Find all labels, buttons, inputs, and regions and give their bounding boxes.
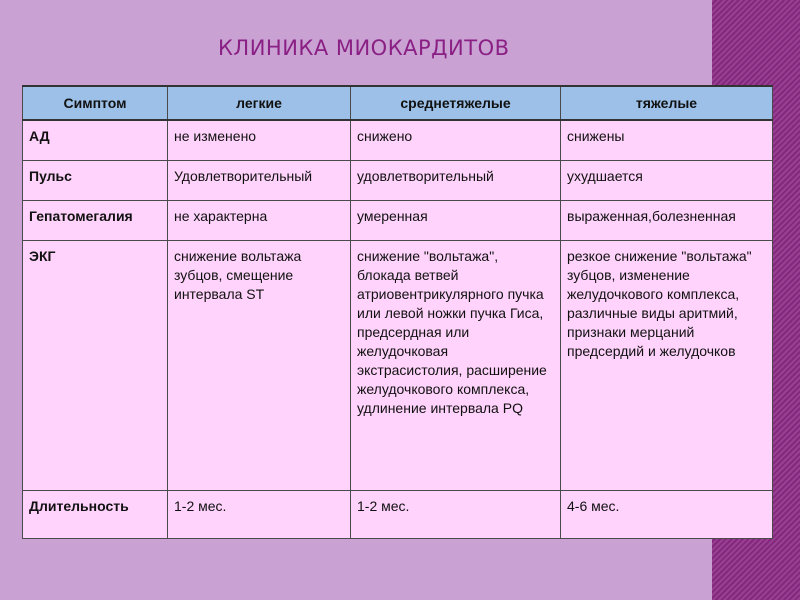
myocarditis-clinic-table — [22, 85, 773, 539]
moderate-cell: снижение "вольтажа", блокада ветвей атриовентрикулярного пучка или левой ножки пучка Гиса, предсердная или желудочковая экстрасистолия, расширение желудочкового комплекса, удлинение интервала PQ — [351, 241, 561, 491]
header-moderate: среднетяжелые — [351, 86, 561, 120]
severe-cell: резкое снижение "вольтажа" зубцов, изменение желудочкового комплекса, различные виды аритмий, признаки мерцаний предсердий и желудочков — [561, 241, 773, 491]
table-row — [23, 491, 773, 539]
table-row — [23, 120, 773, 161]
moderate-cell: умеренная — [351, 201, 561, 241]
moderate-cell: снижено — [351, 120, 561, 161]
severe-cell: снижены — [561, 120, 773, 161]
header-mild: легкие — [168, 86, 351, 120]
mild-cell: 1-2 мес. — [168, 491, 351, 539]
severe-cell: выраженная,болезненная — [561, 201, 773, 241]
symptom-cell: Пульс — [23, 161, 168, 201]
slide-title: КЛИНИКА МИОКАРДИТОВ — [218, 36, 510, 60]
table-row — [23, 241, 773, 491]
table-row — [23, 201, 773, 241]
table-header-row — [23, 86, 773, 120]
mild-cell: снижение вольтажа зубцов, смещение интервала ST — [168, 241, 351, 491]
moderate-cell: 1-2 мес. — [351, 491, 561, 539]
symptom-cell: АД — [23, 120, 168, 161]
mild-cell: не характерна — [168, 201, 351, 241]
table-row — [23, 161, 773, 201]
mild-cell: не изменено — [168, 120, 351, 161]
severe-cell: ухудшается — [561, 161, 773, 201]
header-severe: тяжелые — [561, 86, 773, 120]
header-symptom: Симптом — [23, 86, 168, 120]
severe-cell: 4-6 мес. — [561, 491, 773, 539]
symptom-cell: Гепатомегалия — [23, 201, 168, 241]
mild-cell: Удовлетворительный — [168, 161, 351, 201]
symptom-cell: Длительность — [23, 491, 168, 539]
moderate-cell: удовлетворительный — [351, 161, 561, 201]
symptom-cell: ЭКГ — [23, 241, 168, 491]
